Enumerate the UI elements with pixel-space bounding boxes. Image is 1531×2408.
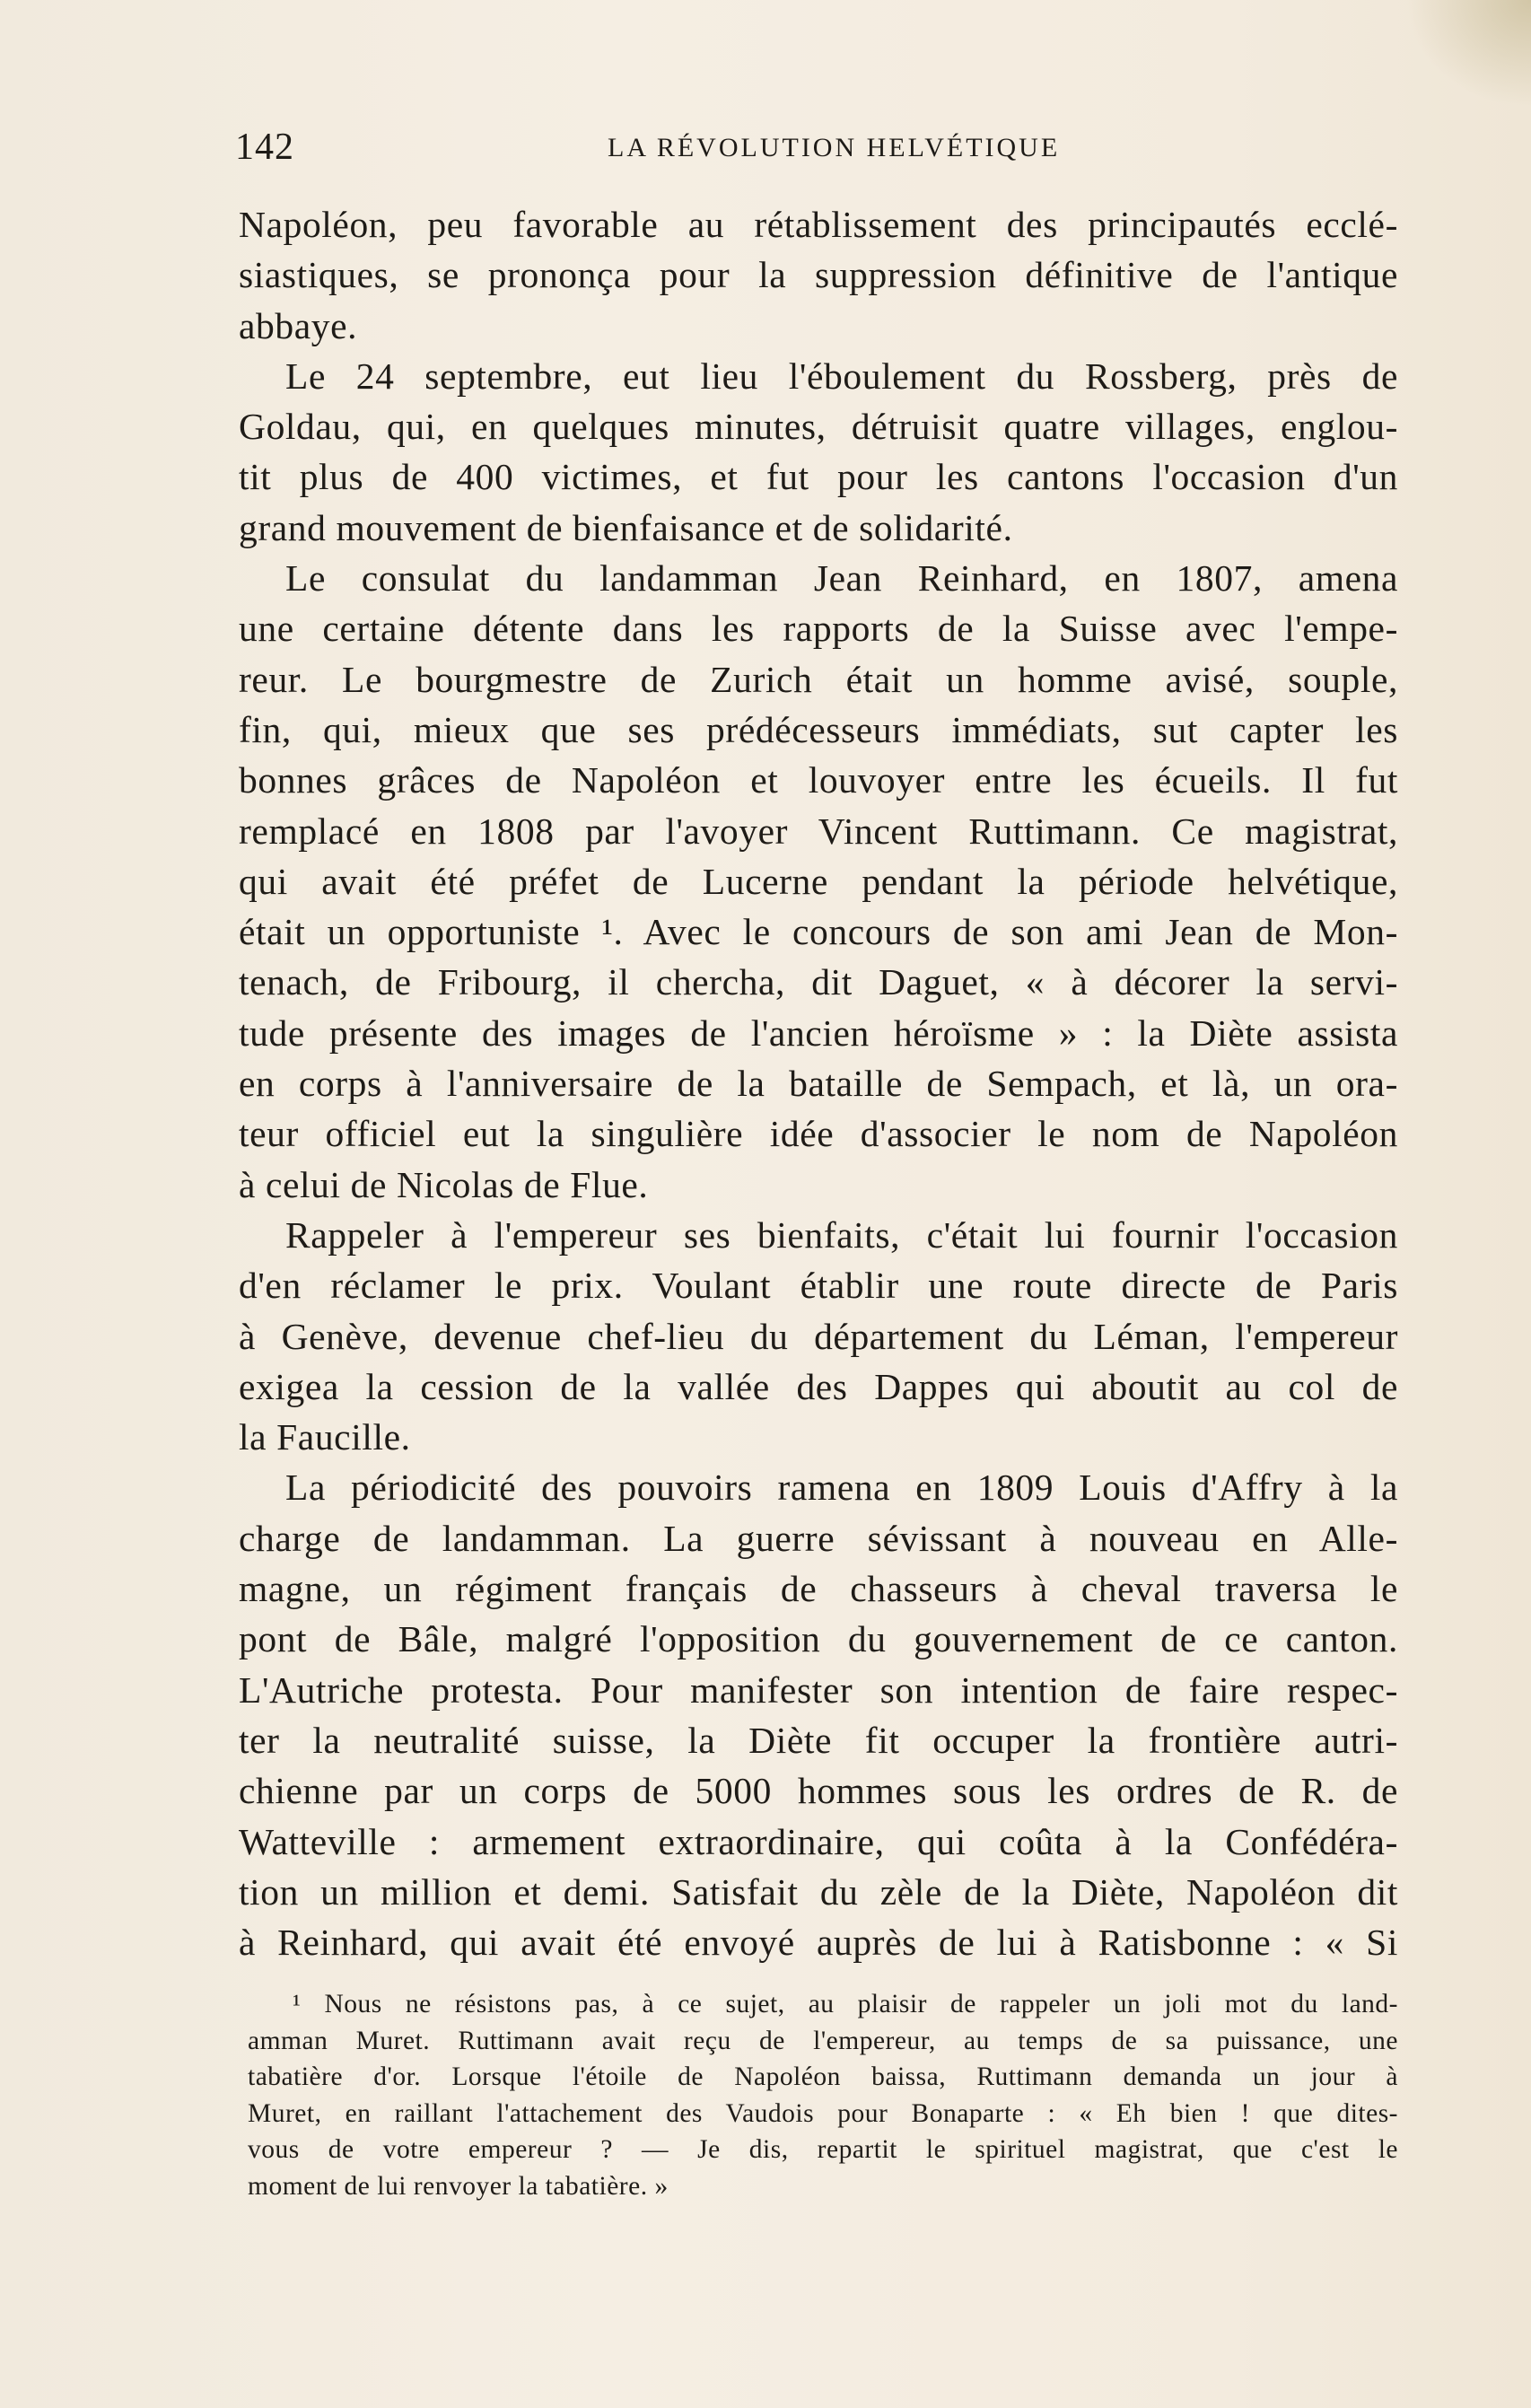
text-line: Le consulat du landamman Jean Reinhard, en 1807, amena (285, 557, 1398, 600)
text-line: tion un million et demi. Satisfait du zèle de la Diète, Napoléon dit (239, 1870, 1398, 1913)
text-line: remplacé en 1808 par l'avoyer Vincent Ruttimann. Ce magistrat, (239, 810, 1398, 852)
text-line: bonnes grâces de Napoléon et louvoyer entre les écueils. Il fut (239, 759, 1398, 801)
page-corner-shading (1405, 0, 1531, 108)
text-line: Goldau, qui, en quelques minutes, détruisit quatre villages, englou- (239, 406, 1398, 448)
text-line: teur officiel eut la singulière idée d'associer le nom de Napoléon (239, 1113, 1398, 1155)
text-line: charge de landamman. La guerre sévissant à nouveau en Alle- (239, 1517, 1398, 1559)
text-line: L'Autriche protesta. Pour manifester son intention de faire respec- (239, 1668, 1398, 1711)
footnote (248, 1986, 1398, 2204)
text-line: exigea la cession de la vallée des Dappes qui aboutit au col de (239, 1365, 1398, 1407)
text-line: une certaine détente dans les rapports de la Suisse avec l'empe- (239, 608, 1398, 650)
text-line: tit plus de 400 victimes, et fut pour les cantons l'occasion d'un (239, 456, 1398, 498)
text-line: fin, qui, mieux que ses prédécesseurs immédiats, sut capter les (239, 708, 1398, 750)
text-line: reur. Le bourgmestre de Zurich était un homme avisé, souple, (239, 658, 1398, 700)
text-line: à Reinhard, qui avait été envoyé auprès de lui à Ratisbonne : « Si (239, 1922, 1398, 1964)
text-line: Rappeler à l'empereur ses bienfaits, c'était lui fournir l'occasion (285, 1213, 1398, 1256)
text-line: La périodicité des pouvoirs ramena en 1809 Louis d'Affry à la (285, 1467, 1398, 1509)
text-line: pont de Bâle, malgré l'opposition du gouvernement de ce canton. (239, 1618, 1398, 1660)
text-line: à celui de Nicolas de Flue. (239, 1163, 649, 1205)
text-line: la Faucille. (239, 1416, 411, 1458)
footnote-line: amman Muret. Ruttimann avait reçu de l'empereur, au temps de sa puissance, une (248, 2026, 1398, 2055)
text-line: qui avait été préfet de Lucerne pendant la période helvétique, (239, 860, 1398, 902)
text-line: magne, un régiment français de chasseurs à cheval traversa le (239, 1568, 1398, 1610)
text-line: ter la neutralité suisse, la Diète fit occuper la frontière autri- (239, 1719, 1398, 1761)
page-number: 142 (235, 127, 294, 168)
footnote-line: tabatière d'or. Lorsque l'étoile de Napoléon baissa, Ruttimann demanda un jour à (248, 2062, 1398, 2091)
text-line: abbaye. (239, 304, 358, 346)
footnote-line: Muret, en raillant l'attachement des Vaudois pour Bonaparte : « Eh bien ! que dites- (248, 2098, 1398, 2128)
text-line: grand mouvement de bienfaisance et de solidarité. (239, 506, 1013, 548)
main-text (239, 199, 1398, 1967)
page-header (235, 126, 1402, 180)
running-title: LA RÉVOLUTION HELVÉTIQUE (608, 133, 1061, 162)
text-line: Watteville : armement extraordinaire, qui coûta à la Confédéra- (239, 1820, 1398, 1862)
text-line: à Genève, devenue chef-lieu du département du Léman, l'empereur (239, 1315, 1398, 1357)
footnote-line: moment de lui renvoyer la tabatière. » (248, 2171, 669, 2201)
text-line: Le 24 septembre, eut lieu l'éboulement du Rossberg, près de (285, 355, 1398, 397)
text-line: tenach, de Fribourg, il chercha, dit Daguet, « à décorer la servi- (239, 961, 1398, 1003)
text-line: en corps à l'anniversaire de la bataille de Sempach, et là, un ora- (239, 1063, 1398, 1105)
text-line: d'en réclamer le prix. Voulant établir une route directe de Paris (239, 1265, 1398, 1307)
text-line: était un opportuniste ¹. Avec le concours de son ami Jean de Mon- (239, 911, 1398, 953)
footnote-line: ¹ Nous ne résistons pas, à ce sujet, au plaisir de rappeler un joli mot du land- (293, 1990, 1398, 2018)
footnote-line: vous de votre empereur ? — Je dis, repartit le spirituel magistrat, que c'est le (248, 2135, 1398, 2164)
text-line: siastiques, se prononça pour la suppression définitive de l'antique (239, 254, 1398, 296)
text-line: chienne par un corps de 5000 hommes sous les ordres de R. de (239, 1770, 1398, 1812)
text-line: Napoléon, peu favorable au rétablissement des principautés ecclé- (239, 204, 1398, 245)
text-line: tude présente des images de l'ancien héroïsme » : la Diète assista (239, 1011, 1398, 1054)
